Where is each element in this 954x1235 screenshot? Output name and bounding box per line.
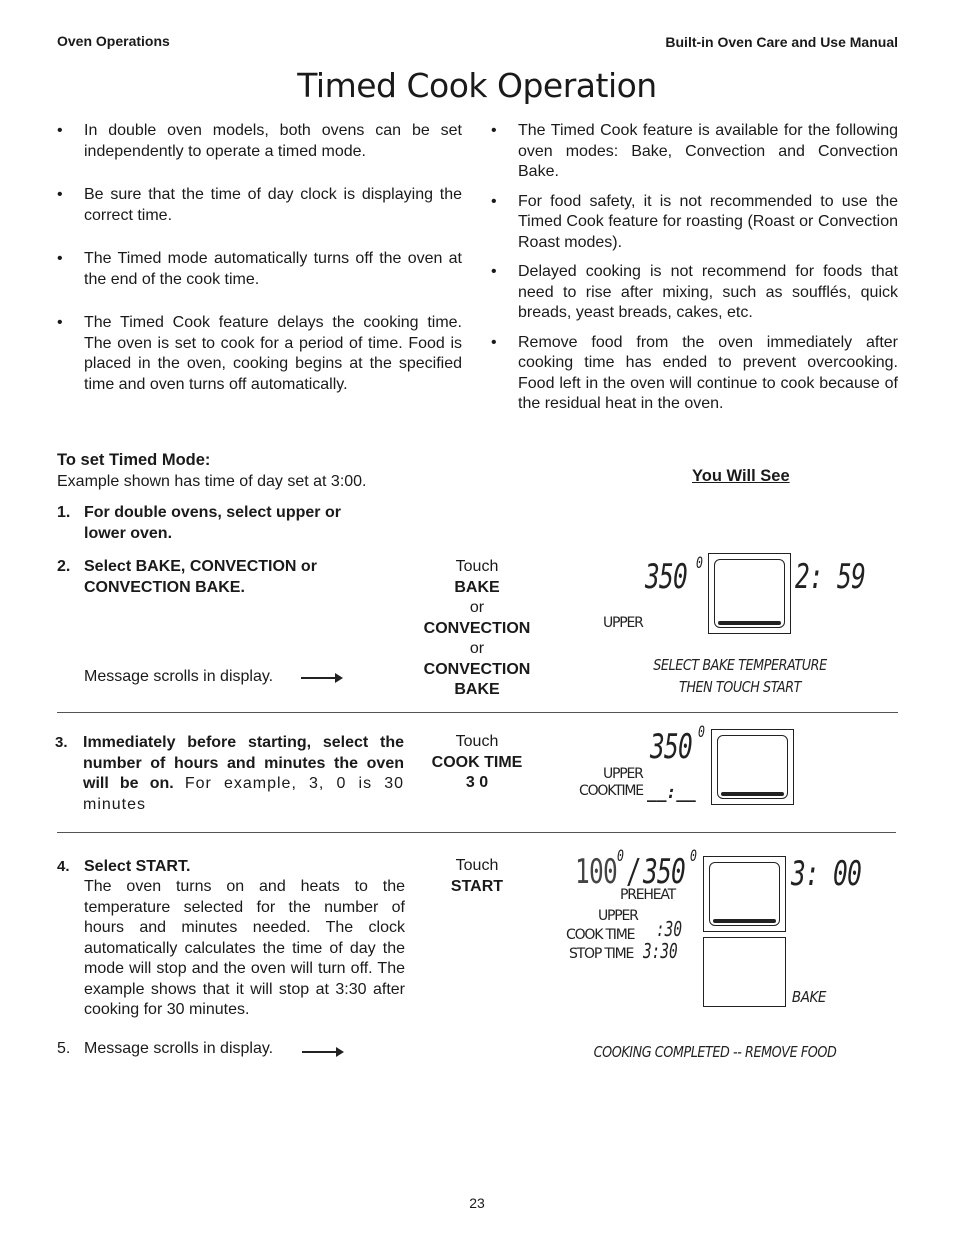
step-5-number: 5. [57,1040,71,1057]
oven-icon [708,553,791,634]
display-oven-label: UPPER [603,766,643,782]
manual-label: Built-in Oven Care and Use Manual [665,34,898,50]
bullet-item: • Be sure that the time of day clock is displaying the correct time. [57,185,462,226]
display-stop-time-label: STOP TIME [569,946,634,962]
step-1-number: 1. [57,504,71,521]
bullet-item: • In double oven models, both ovens can be set independently to operate a timed mode. [57,121,462,162]
oven-icon [711,729,794,805]
key-start: START [450,877,504,895]
display-message-line-2: THEN TOUCH START [678,678,802,696]
display-preheat-label: PREHEAT [620,887,676,903]
you-will-see-heading: You Will See [692,467,790,485]
key-bake: BAKE [454,681,500,698]
bullet-item: • The Timed mode automatically turns off the oven at the end of the cook time. [57,249,462,290]
key-digits: 3 0 [465,774,489,791]
key-convection: CONVECTION [423,660,531,678]
bullet-item: • Delayed cooking is not recommend for foods that need to rise after mixing, such as soufflés, quick breads, yeast breads, cakes, etc. [491,262,898,324]
display-current-temperature: 100 [575,852,618,892]
key-cook-time: COOK TIME [431,753,523,771]
display-slash: / [627,852,642,892]
divider [57,712,898,713]
degree-icon: 0 [698,722,705,741]
step-2-number: 2. [57,558,71,575]
or-label: or [469,640,485,657]
bullet-item: • Remove food from the oven immediately after cooking time has ended to prevent overcooking. Food left in the oven will continue to cook because of the residual heat in the oven. [491,333,898,415]
display-cook-time-value: :30 [656,917,683,941]
degree-icon: 0 [617,846,624,865]
key-convection: CONVECTION [423,619,531,637]
step-2-touch [397,557,557,701]
bullet-item: • For food safety, it is not recommended to use the Timed Cook feature for roasting (Roast or Convection Roast modes). [491,192,898,254]
degree-icon: 0 [690,846,697,865]
degree-icon: 0 [696,553,703,572]
step-3-number: 3. [55,734,68,751]
display-cook-time-label: COOK TIME [566,927,635,943]
setup-example: Example shown has time of day set at 3:00. [57,473,367,490]
touch-label: Touch [455,733,499,750]
step-3-text [83,733,404,815]
page-title: Timed Cook Operation [297,66,657,105]
upper-oven-icon [703,856,786,932]
display-cook-time-label: COOKTIME [579,783,643,799]
key-bake: BAKE [454,578,500,596]
divider [57,832,896,833]
step-2-message: Message scrolls in display. [84,668,274,685]
setup-heading: To set Timed Mode: [57,451,211,469]
step-4-heading: Select START. [84,858,191,875]
display-mode-label: BAKE [791,988,826,1006]
display-set-temperature: 350 [643,852,686,892]
left-bullet-list [57,121,462,395]
section-label: Oven Operations [57,33,170,49]
arrow-right-icon [302,1051,342,1053]
display-stop-time-value: 3:30 [643,939,678,963]
arrow-right-icon [301,677,341,679]
touch-label: Touch [455,558,499,575]
step-2-text: Select BAKE, CONVECTION or CONVECTION BAKE. [84,558,317,596]
display-message-line-1: SELECT BAKE TEMPERATURE [653,656,827,674]
step-3-example-text: For example, 3, 0 is 30 minutes [83,775,404,813]
display-completed-message: COOKING COMPLETED -- REMOVE FOOD [593,1043,837,1061]
step-3-touch [397,732,557,794]
display-clock: 3: 00 [791,854,862,894]
display-temperature: 350 [645,557,688,597]
display-clock: 2: 59 [795,557,866,597]
lower-oven-icon [703,937,786,1007]
display-temperature: 350 [650,727,693,767]
step-1-text: For double ovens, select upper or lower oven. [84,504,341,542]
step-5-text: Message scrolls in display. [84,1040,274,1057]
step-4-text: The oven turns on and heats to the temperature selected for the number of hours and minutes needed. The clock automatically calculates the time of day the mode will stop and the oven will turn off. The example shows that it will stop at 3:30 after cooking for 30 minutes. [84,878,405,1018]
step-3-bold-text: Immediately before starting, select the number of hours and minutes the oven will be on. [83,734,404,792]
page-number: 23 [469,1195,485,1211]
display-oven-label: UPPER [603,615,643,631]
bullet-item: • The Timed Cook feature delays the cooking time. The oven is set to cook for a period of time. Food is placed in the oven, cooking begins at the specified time and oven turns off automatically. [57,313,462,395]
touch-label: Touch [455,857,499,874]
step-4-number: 4. [57,858,70,875]
bullet-item: • The Timed Cook feature is available for the following oven modes: Bake, Convection and Convection Bake. [491,121,898,183]
or-label: or [469,599,485,616]
display-cook-time-value: __:__ [647,782,696,803]
right-bullet-list [491,121,898,415]
display-oven-label: UPPER [598,908,638,924]
step-4-touch [397,856,557,897]
